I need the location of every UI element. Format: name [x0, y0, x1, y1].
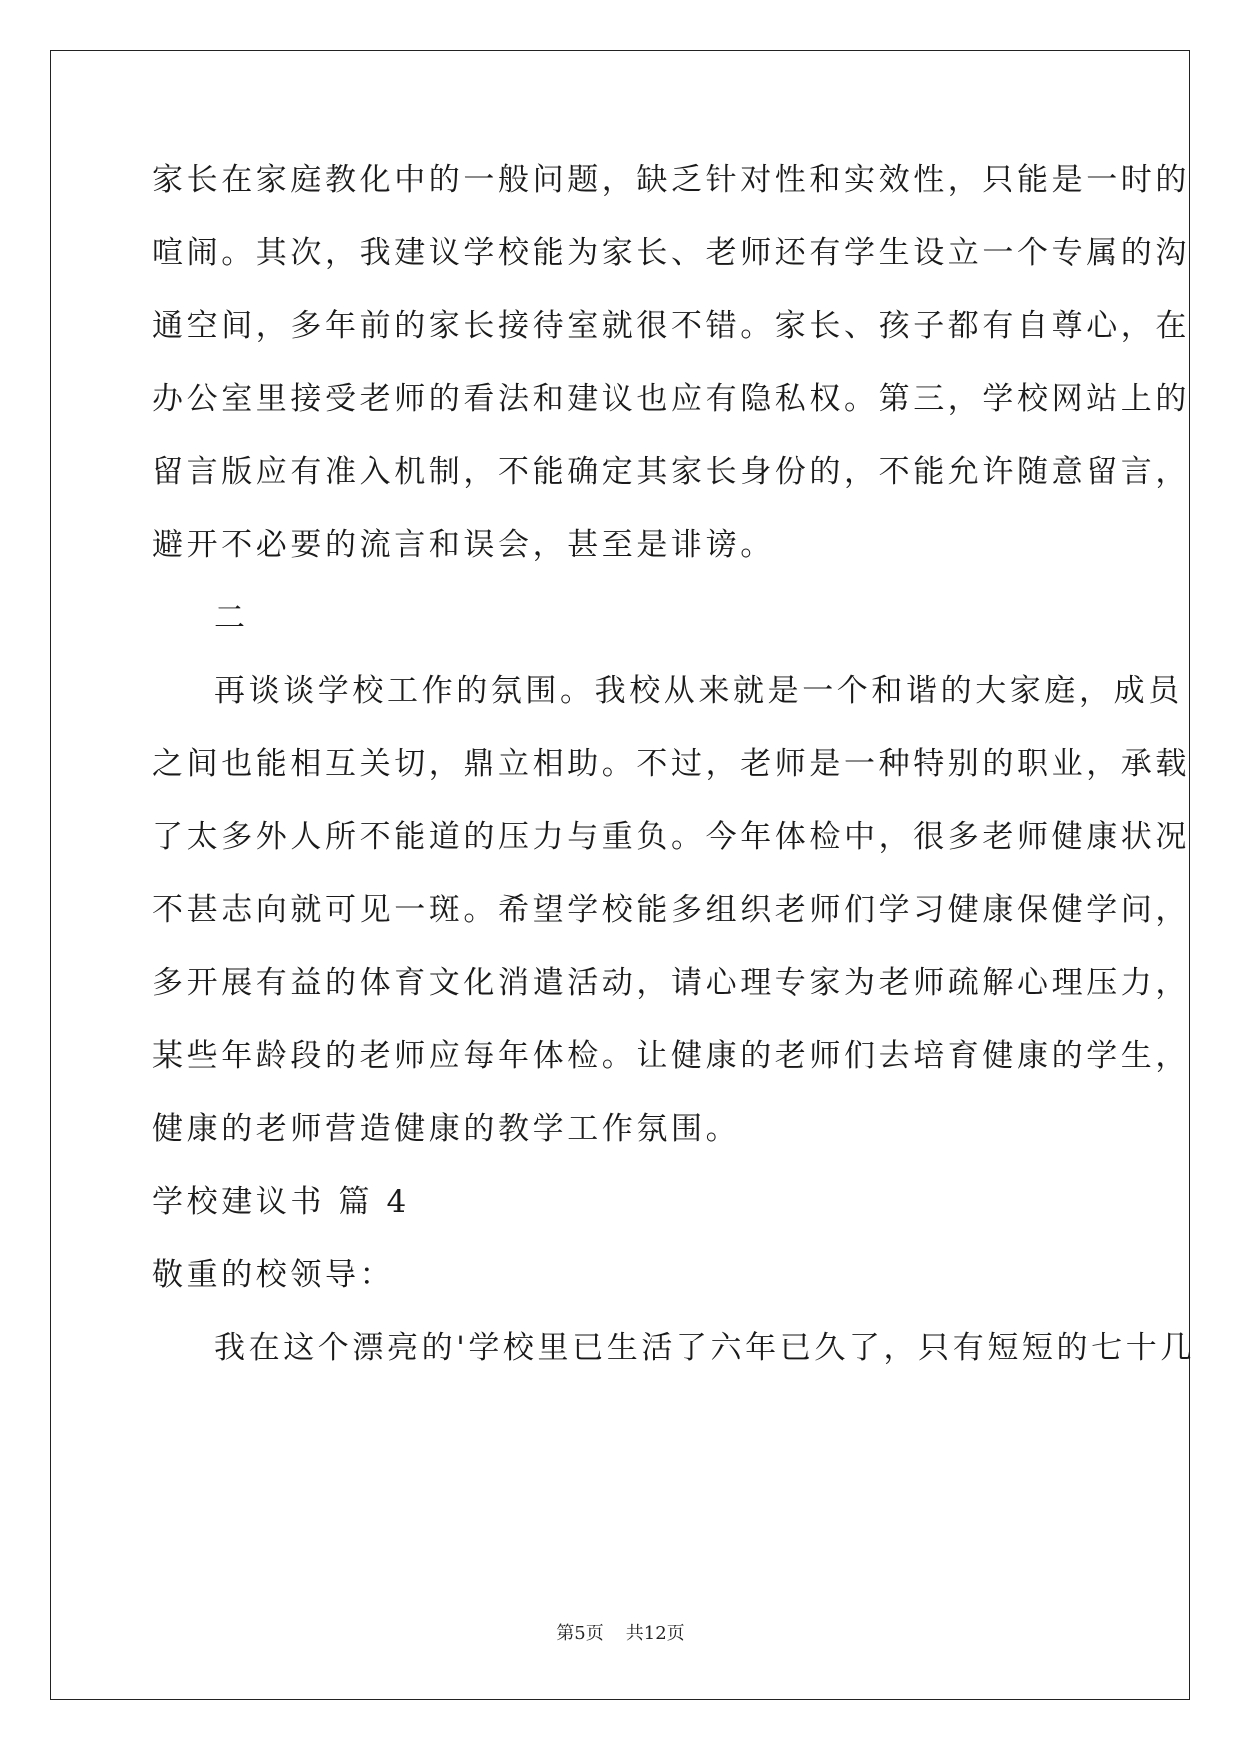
- section-number: 二: [214, 600, 249, 636]
- paragraph-line: 某些年龄段的老师应每年体检。让健康的老师们去培育健康的学生，: [152, 1038, 1190, 1074]
- page-number-total: 共12页: [625, 1623, 685, 1644]
- paragraph-line: 避开不必要的流言和误会，甚至是诽谤。: [152, 527, 775, 563]
- paragraph-line: 不甚志向就可见一斑。希望学校能多组织老师们学习健康保健学问，: [152, 892, 1190, 928]
- salutation: 敬重的校领导：: [152, 1257, 395, 1293]
- paragraph-line: 再谈谈学校工作的氛围。我校从来就是一个和谐的大家庭，成员: [214, 673, 1183, 709]
- paragraph-line: 了太多外人所不能道的压力与重负。今年体检中，很多老师健康状况: [152, 819, 1190, 855]
- paragraph-line: 通空间，多年前的家长接待室就很不错。家长、孩子都有自尊心，在: [152, 308, 1190, 344]
- paragraph-line: 之间也能相互关切，鼎立相助。不过，老师是一种特别的职业，承载: [152, 746, 1190, 782]
- paragraph-line: 多开展有益的体育文化消遣活动，请心理专家为老师疏解心理压力，: [152, 965, 1190, 1001]
- paragraph-line: 我在这个漂亮的'学校里已生活了六年已久了，只有短短的七十几: [214, 1330, 1195, 1366]
- paragraph-line: 办公室里接受老师的看法和建议也应有隐私权。第三，学校网站上的: [152, 381, 1190, 417]
- paragraph-line: 喧闹。其次，我建议学校能为家长、老师还有学生设立一个专属的沟: [152, 235, 1190, 271]
- page-border: [50, 50, 1190, 1700]
- page-number-current: 第5页: [556, 1623, 604, 1644]
- paragraph-line: 家长在家庭教化中的一般问题，缺乏针对性和实效性，只能是一时的: [152, 162, 1190, 198]
- page-footer: [0, 1622, 1241, 1646]
- paragraph-line: 健康的老师营造健康的教学工作氛围。: [152, 1111, 741, 1147]
- paragraph-line: 留言版应有准入机制，不能确定其家长身份的，不能允许随意留言，: [152, 454, 1190, 490]
- section-heading: 学校建议书 篇 4: [152, 1184, 410, 1220]
